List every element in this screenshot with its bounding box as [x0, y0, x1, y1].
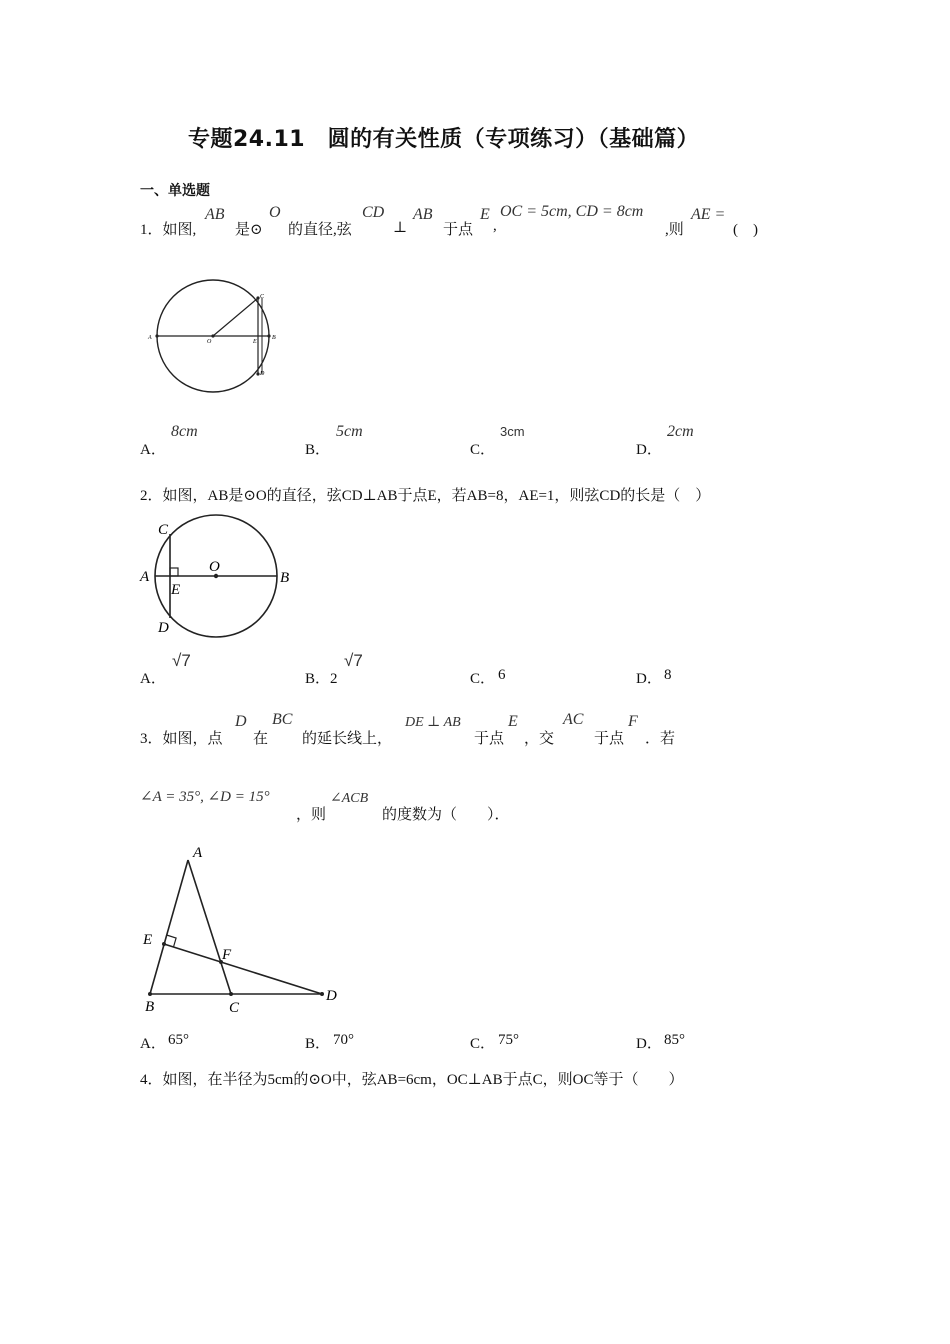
- q1-text-is-circle: 是⊙: [235, 222, 263, 238]
- q1-point-b: [267, 334, 270, 337]
- q3-text-at: 在: [253, 731, 269, 747]
- q2-label-o: O: [209, 559, 220, 575]
- q3-math-bc: BC: [272, 711, 293, 728]
- q3-label-c: C: [229, 1000, 240, 1016]
- q2-label-b: B: [280, 570, 290, 586]
- q1-math-given: OC = 5cm, CD = 8cm: [500, 203, 644, 220]
- q1-option-b-value: 5cm: [336, 423, 363, 440]
- q2-label-c: C: [158, 522, 169, 538]
- q3-text-at-point-2: 于点: [594, 731, 625, 747]
- q4-text: 4．如图，在半径为5cm的⊙O中，弦AB=6cm，OC⊥AB于点C，则OC等于（ ）: [140, 1072, 684, 1088]
- q3-option-c-letter: C．: [470, 1036, 496, 1052]
- q3-point-c: [229, 992, 233, 996]
- q2-option-d-letter: D．: [636, 671, 662, 687]
- q1-label-e: E: [253, 339, 257, 345]
- q3-text-at-point: 于点: [474, 731, 505, 747]
- q3-text-1: 3．如图，点: [140, 731, 223, 747]
- q1-paren: ( ): [733, 222, 758, 238]
- q3-point-e: [162, 942, 166, 946]
- q3-option-a-letter: A．: [140, 1036, 166, 1052]
- q2-option-c-value: 6: [498, 667, 506, 683]
- q1-perp: ⊥: [393, 220, 408, 236]
- q3-math-d: D: [235, 713, 247, 730]
- q3-math-de-perp-ab: DE ⊥ AB: [405, 715, 461, 730]
- q3-text-degree: 的度数为（ ）．: [382, 807, 510, 823]
- q1-math-e: E: [480, 206, 490, 223]
- q1-point-o: [211, 334, 214, 337]
- q3-label-b: B: [145, 999, 155, 1015]
- q1-option-a-letter: A．: [140, 442, 166, 458]
- q1-math-o: O: [269, 204, 281, 221]
- q3-math-f: F: [628, 713, 638, 730]
- q1-option-c-value: 3cm: [500, 424, 525, 439]
- q3-label-e: E: [143, 932, 153, 948]
- q3-math-angle-acb: ∠ACB: [330, 791, 369, 806]
- q2-text: 2．如图，AB是⊙O的直径，弦CD⊥AB于点E，若AB=8，AE=1，则弦CD的长是（ ）: [140, 488, 711, 504]
- q1-label-o: O: [207, 339, 212, 345]
- q1-label-a: A: [148, 335, 152, 341]
- q1-label-c: C: [260, 294, 265, 300]
- q1-math-ab-2: AB: [413, 206, 433, 223]
- q2-label-e: E: [171, 582, 181, 598]
- q2-option-b-letter: B．2: [305, 671, 338, 687]
- q3-math-ac: AC: [563, 711, 584, 728]
- q1-math-ae: AE =: [691, 206, 726, 223]
- q3-point-b: [148, 992, 152, 996]
- page-title: 专题24.11 圆的有关性质（专项练习）（基础篇）: [188, 127, 700, 152]
- q3-figure: [138, 840, 348, 1018]
- q3-option-d-letter: D．: [636, 1036, 662, 1052]
- q1-figure: [140, 270, 290, 430]
- q1-math-ab: AB: [205, 206, 225, 223]
- q1-point-a: [155, 334, 158, 337]
- q3-text-then: ，则: [296, 807, 327, 823]
- section-heading: 一、单选题: [140, 183, 210, 199]
- q1-label-b: B: [272, 335, 276, 341]
- q3-label-d: D: [326, 988, 337, 1004]
- q3-option-a-value: 65°: [168, 1032, 189, 1048]
- q3-text-extension: 的延长线上，: [302, 731, 393, 747]
- q3-option-b-letter: B．: [305, 1036, 331, 1052]
- q2-right-angle-mark: [170, 568, 178, 576]
- q1-math-cd: CD: [362, 204, 385, 221]
- q2-option-d-value: 8: [664, 667, 672, 683]
- q3-side-ab: [150, 860, 188, 994]
- q2-option-a-letter: A．: [140, 671, 166, 687]
- q1-option-d-letter: D．: [636, 442, 662, 458]
- q2-figure: [138, 512, 298, 638]
- q3-math-given: ∠A = 35°, ∠D = 15°: [140, 789, 270, 805]
- q3-label-a: A: [193, 845, 203, 861]
- q1-comma: ,: [493, 218, 497, 234]
- q2-option-c-letter: C．: [470, 671, 496, 687]
- q3-line-ed: [164, 944, 322, 994]
- q1-text-then: ,则: [665, 222, 684, 238]
- q3-text-meets: ，交: [524, 731, 555, 747]
- q1-option-c-letter: C．: [470, 442, 496, 458]
- q3-option-b-value: 70°: [333, 1032, 354, 1048]
- q1-option-d-value: 2cm: [667, 423, 694, 440]
- q2-label-a: A: [140, 569, 150, 585]
- q3-option-d-value: 85°: [664, 1032, 685, 1048]
- q3-point-d: [320, 992, 324, 996]
- q3-math-e: E: [508, 713, 518, 730]
- q1-number: 1．如图,: [140, 222, 197, 238]
- q1-text-at-point: 于点: [443, 222, 474, 238]
- q3-label-f: F: [222, 947, 232, 963]
- q1-label-d: D: [260, 371, 265, 377]
- q1-option-b-letter: B．: [305, 442, 331, 458]
- q1-radius-oc: [213, 298, 258, 336]
- q2-option-a-value: √7: [172, 651, 191, 670]
- q3-option-c-value: 75°: [498, 1032, 519, 1048]
- q1-text-diameter: 的直径,弦: [288, 222, 352, 238]
- q2-label-d: D: [158, 620, 169, 636]
- q1-option-a-value: 8cm: [171, 423, 198, 440]
- q3-side-ac: [188, 860, 231, 994]
- q3-text-if: ．若: [645, 731, 676, 747]
- q2-option-b-value: √7: [344, 651, 363, 670]
